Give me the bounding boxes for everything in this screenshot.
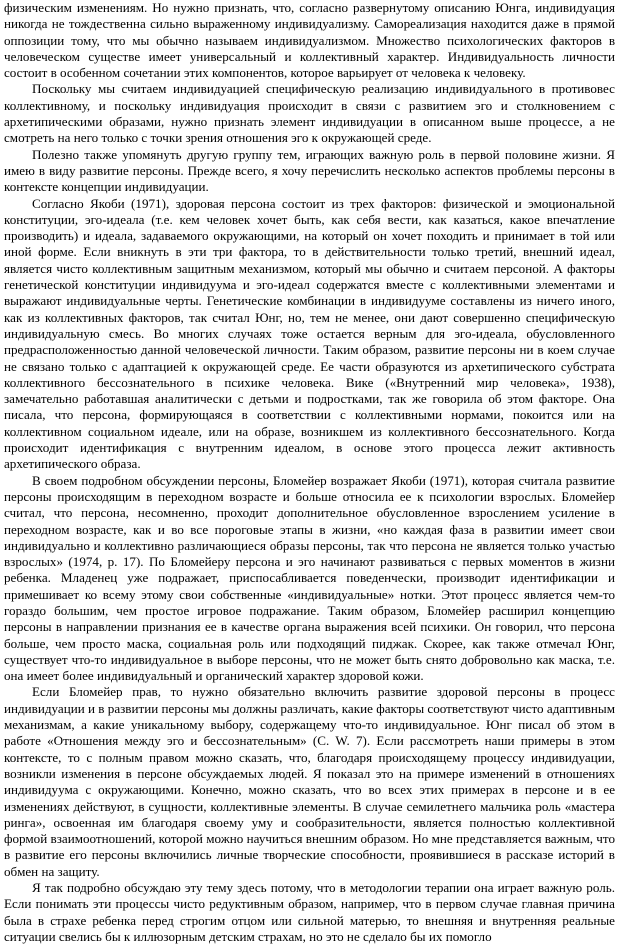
paragraph: физическим изменениям. Но нужно признать, что, согласно развернутому описанию Юнга, индивидуация никогда не тождественна сильно выраженному индивидуализму. Самореализация находится даже в прямой оппозиции тому, что мы обычно называем индивидуализмом. Множество психологических факторов в человеческом существе имеет универсальный и коллективный характер. Индивидуальность личности состоит в особенном сочетании этих компонентов, которое варьирует от человека к человеку.	[4, 0, 615, 81]
paragraph: Я так подробно обсуждаю эту тему здесь потому, что в методологии терапии она играет важную роль. Если понимать эти процессы чисто редуктивным образом, например, что в первом случае главная причина была в страхе ребенка перед строгим отцом или сильной матерью, то внешняя и внутренняя реальные ситуации свелись бы к иллюзорным детским страхам, но это не сделало бы их помогло	[4, 880, 615, 944]
paragraph: Поскольку мы считаем индивидуацией специфическую реализацию индивидуального в противовес коллективному, и поскольку индивидуация происходит в связи с развитием эго и столкновением с архетипическими образами, нужно признать элемент индивидуации в описанном выше процессе, а не смотреть на него только с точки зрения отношения эго к окружающей среде.	[4, 81, 615, 146]
paragraph: Если Бломейер прав, то нужно обязательно включить развитие здоровой персоны в процесс индивидуации и в развитии персоны мы должны различать, какие факторы соответствуют чисто адаптивным механизмам, а какие уникальному выбору, содержащему что-то индивидуальное. Юнг писал об этом в работе «Отношения между эго и бессознательным» (С. W. 7). Если рассмотреть наши примеры в этом контексте, то с полным правом можно сказать, что, благодаря происходящему процессу индивидуации, возникли изменения в персоне обсуждаемых людей. Я показал это на примере изменений в отношениях индивидуума с окружающими. Конечно, можно сказать, что во всех этих примерах в персоне и в ее изменениях действуют, в сущности, коллективные элементы. В случае семилетнего мальчика роль «мастера ринга», освоенная им благодаря своему уму и сообразительности, является полностью коллективной формой взаимоотношений, которой можно научиться внешним образом. Но мне представляется важным, что в развитие его персоны включились личные творческие способности, проявившиеся в рассказе историй в обмен на защиту.	[4, 684, 615, 879]
paragraph: Полезно также упомянуть другую группу тем, играющих важную роль в первой половине жизни. Я имею в виду развитие персоны. Прежде всего, я хочу перечислить несколько аспектов проблемы персоны в контексте концепции индивидуации.	[4, 146, 615, 195]
paragraph: Согласно Якоби (1971), здоровая персона состоит из трех факторов: физической и эмоциональной конституции, эго-идеала (т.е. кем человек хочет быть, как себя вести, как казаться, какое впечатление производить) и идеала, задаваемого окружающими, на который он хочет походить и принимает в той или иной форме. Если вникнуть в эти три фактора, то в действительности только третий, внешний идеал, является чисто коллективным защитным механизмом, который мы обычно и считаем персоной. А факторы генетической конституции индивидуума и эго-идеал содержатся вместе с коллективными элементами и выражают индивидуальные черты. Генетические комбинации в индивидууме составлены из ничего иного, как из коллективных факторов, так считал Юнг, но, тем не менее, они дают совершенно специфическую индивидуальную смесь. Во многих случаях тоже остается верным для эго-идеала, обусловленного предрасположенностью данной человеческой личности. Таким образом, развитие персоны ни в коем случае не связано только с адаптацией к окружающей среде. Ее части образуются из архетипического субстрата коллективного бессознательного в психике человека. Вике («Внутренний мир человека», 1938), замечательно работавшая аналитически с детьми и подростками, так же говорила об этом факторе. Она писала, что персона, формирующаяся в соответствии с коллективными нормами, покоится или на коллективном социальном идеале, или на образе, возникшем из коллективного бессознательного. Когда происходит идентификация с внутренним идеалом, в основе этого процесса лежит активность архетипического образа.	[4, 195, 615, 472]
paragraph: В своем подробном обсуждении персоны, Бломейер возражает Якоби (1971), которая считала развитие персоны происходящим в переходном возрасте и больше относила ее к психологии взрослых. Бломейер считал, что персона, несомненно, проходит дополнительное обусловленное взрослением усиление в переходном возрасте, как и во все пороговые этапы в жизни, «но каждая фаза в развитии имеет свои индивидуально и коллективно различающиеся образы персоны, так что персона не является только участью взрослых» (1974, р. 17). По Бломейеру персона и эго начинают развиваться с первых моментов в жизни ребенка. Младенец уже подражает, приспосабливается поведенчески, производит идентификации и примешивает ко всему этому свои собственные «индивидуальные» нотки. Этот процесс является чем-то гораздо большим, чем простое игровое подражание. Таким образом, Бломейер расширил концепцию персоны в направлении признания ее в качестве органа выражения всей психики. Он говорил, что персона больше, чем просто маска, социальная роль или подходящий пиджак. Скорее, как также отмечал Юнг, существует что-то индивидуальное в выборе персоны, что не может быть снято добровольно как маска, т.е. она имеет более индивидуальный и органический характер здоровой кожи.	[4, 472, 615, 684]
